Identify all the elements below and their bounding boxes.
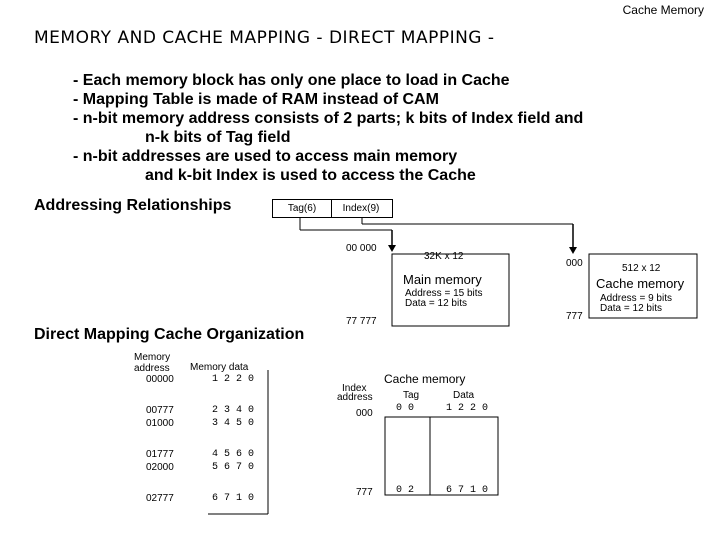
memory-address-header: Memory (134, 352, 171, 363)
memory-address-header: address (134, 363, 170, 374)
main-memory-data-bits: Data = 12 bits (405, 298, 467, 309)
cache-memory-label: Cache memory (596, 276, 685, 291)
cache-data-bits: Data = 12 bits (600, 303, 662, 314)
memory-address-cell: 02777 (146, 493, 174, 504)
memory-data-cell: 4 5 6 0 (212, 449, 255, 460)
cache-data-cell: 1 2 2 0 (446, 403, 489, 414)
cache-index-cell: 777 (356, 487, 373, 498)
cache-address-bits: Address = 9 bits (600, 293, 672, 304)
index-address-header: address (337, 392, 373, 403)
cache-tag-cell: 0 2 (396, 485, 415, 496)
memory-address-cell: 01777 (146, 449, 174, 460)
addressing-label: Addressing Relationships (34, 197, 232, 214)
bullet-item: - n-bit memory address consists of 2 parts; k bits of Index field and (73, 110, 584, 127)
cache-top-address: 000 (566, 258, 583, 269)
index-address-header: Index (342, 383, 367, 394)
main-memory-label: Main memory (403, 272, 482, 287)
cache-memory-title: Cache memory (384, 372, 466, 386)
memory-data-cell: 2 3 4 0 (212, 405, 255, 416)
memory-address-cell: 02000 (146, 462, 174, 473)
header-title: Cache Memory (622, 3, 704, 17)
memory-data-cell: 1 2 2 0 (212, 374, 255, 385)
main-memory-top-address: 00 000 (346, 243, 377, 254)
tag-header: Tag (403, 390, 420, 401)
bullet-item: and k-bit Index is used to access the Cache (145, 167, 476, 184)
memory-address-cell: 00000 (146, 374, 174, 385)
bullet-item: - Each memory block has only one place to load in Cache (73, 72, 510, 89)
memory-address-cell: 00777 (146, 405, 174, 416)
bullet-item: - n-bit addresses are used to access main memory (73, 148, 458, 165)
memory-data-cell: 3 4 5 0 (212, 418, 255, 429)
cache-tag-cell: 0 0 (396, 403, 415, 414)
cache-bottom-address: 777 (566, 311, 583, 322)
data-header: Data (453, 390, 475, 401)
cache-index-cell: 000 (356, 408, 373, 419)
slide-title: MEMORY AND CACHE MAPPING - DIRECT MAPPING - (34, 28, 495, 48)
index-field-box: Index(9) (330, 199, 393, 218)
organization-title: Direct Mapping Cache Organization (34, 326, 305, 343)
cache-size: 512 x 12 (622, 263, 661, 274)
main-memory-bottom-address: 77 777 (346, 316, 377, 327)
cache-data-cell: 6 7 1 0 (446, 485, 489, 496)
bullet-item: - Mapping Table is made of RAM instead of CAM (73, 91, 439, 108)
memory-data-cell: 5 6 7 0 (212, 462, 255, 473)
memory-data-cell: 6 7 1 0 (212, 493, 255, 504)
main-memory-size: 32K x 12 (424, 251, 464, 262)
tag-field-box: Tag(6) (272, 199, 332, 218)
main-memory-address-bits: Address = 15 bits (405, 288, 483, 299)
memory-data-header: Memory data (190, 362, 249, 373)
bullet-item: n-k bits of Tag field (145, 129, 291, 146)
memory-address-cell: 01000 (146, 418, 174, 429)
